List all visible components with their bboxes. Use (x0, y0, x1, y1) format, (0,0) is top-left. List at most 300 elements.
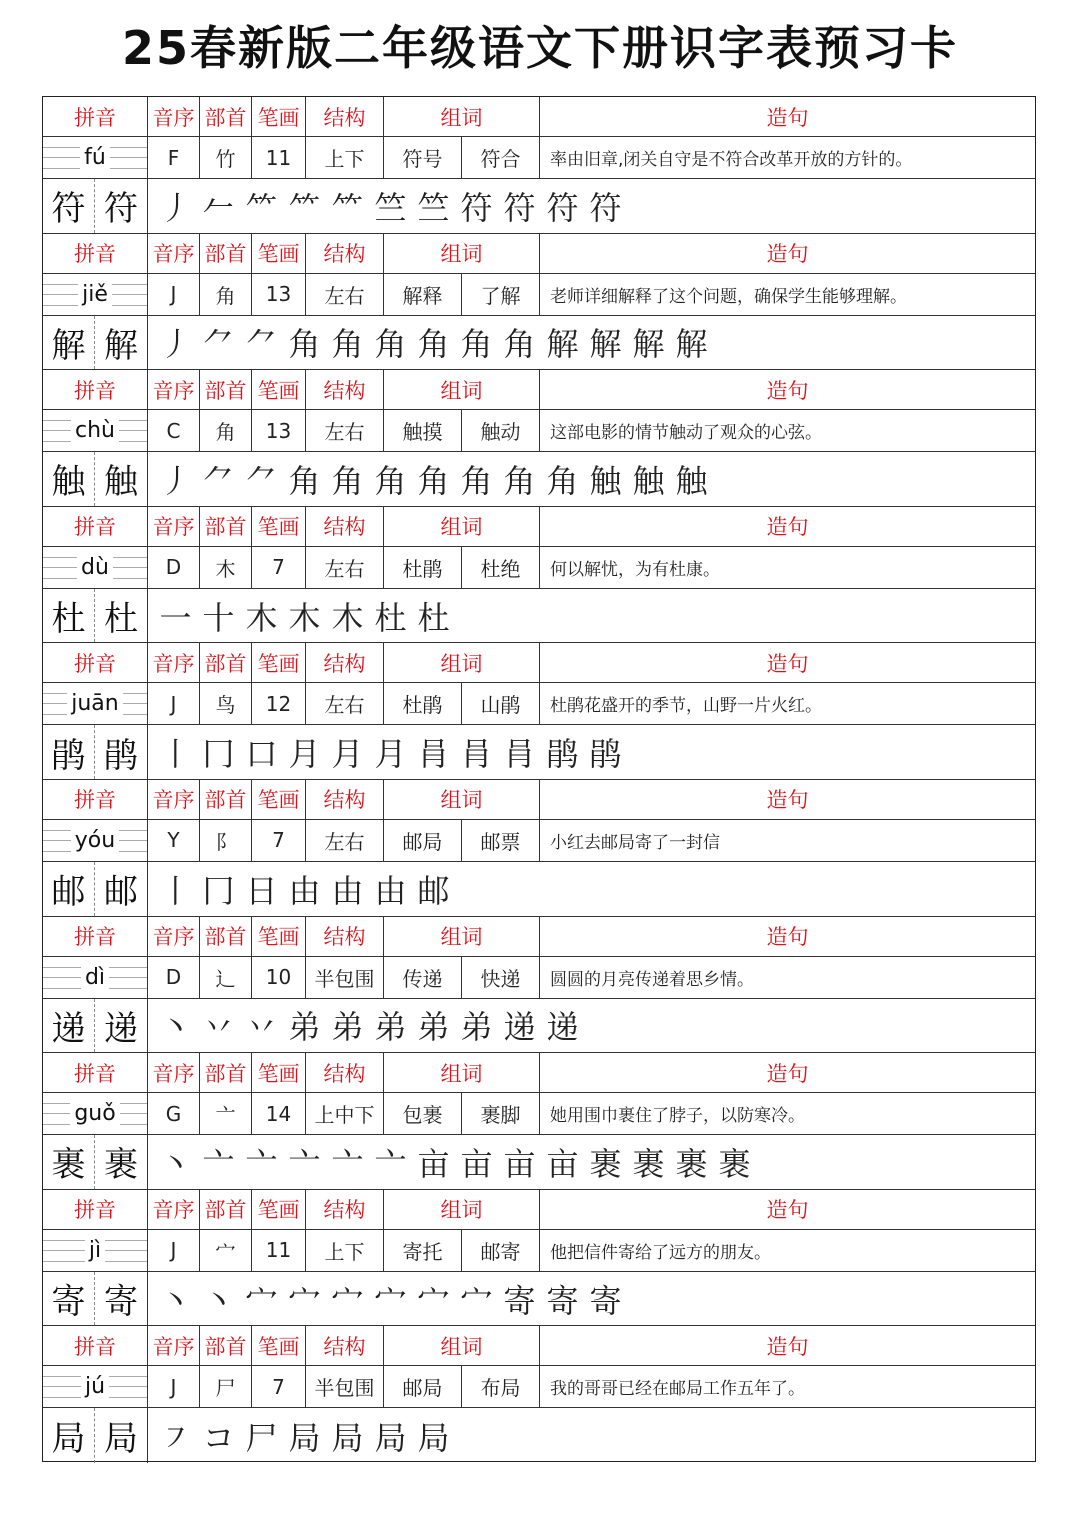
stroke-sequence (148, 862, 1035, 916)
header-structure: 结构 (306, 97, 384, 136)
stroke-sequence (148, 725, 1035, 779)
order-cell: J (148, 1366, 200, 1407)
header-words: 组词 (384, 234, 540, 273)
stroke-step: 一 (159, 598, 192, 637)
sentence-cell: 杜鹃花盛开的季节，山野一片火红。 (550, 696, 822, 717)
header-sentence: 造句 (766, 1061, 809, 1086)
header-words: 组词 (384, 780, 540, 819)
header-order: 音序 (148, 97, 200, 136)
sentence-cell: 我的哥哥已经在邮局工作五年了。 (550, 1379, 805, 1400)
stroke-step: 宀 (288, 1281, 321, 1320)
header-order: 音序 (148, 370, 200, 409)
character-sample: 符 (43, 179, 95, 233)
word-2-cell: 裹脚 (462, 1093, 540, 1134)
stroke-step: 裹 (632, 1144, 665, 1183)
stroke-step: 弟 (417, 1008, 450, 1047)
stroke-count-cell: 11 (252, 1230, 306, 1271)
header-strokes: 笔画 (252, 234, 306, 273)
pinyin-cell (43, 137, 148, 178)
header-radical: 部首 (200, 643, 252, 682)
stroke-step: 木 (245, 598, 278, 637)
header-structure: 结构 (306, 780, 384, 819)
stroke-step: 冂 (202, 735, 235, 774)
header-structure: 结构 (306, 1326, 384, 1365)
stroke-step: 裹 (718, 1144, 751, 1183)
stroke-step: ⺮ (331, 188, 364, 227)
word-2-cell: 邮寄 (462, 1230, 540, 1271)
header-structure: 结构 (306, 917, 384, 956)
header-radical: 部首 (200, 1326, 252, 1365)
stroke-count-cell: 13 (252, 410, 306, 451)
word-1-cell: 传递 (384, 957, 462, 998)
header-structure: 结构 (306, 370, 384, 409)
header-pinyin: 拼音 (43, 507, 148, 546)
stroke-step: 触 (675, 461, 708, 500)
character-sample: 寄 (95, 1272, 148, 1326)
pinyin-value: yóu (71, 828, 119, 853)
header-words: 组词 (384, 1053, 540, 1092)
info-row (43, 410, 1035, 452)
header-structure: 结构 (306, 1190, 384, 1229)
header-strokes: 笔画 (252, 97, 306, 136)
order-cell: D (148, 547, 200, 588)
pinyin-value: dì (81, 965, 109, 990)
stroke-step: 递 (546, 1008, 579, 1047)
word-1-cell: 符号 (384, 137, 462, 178)
stroke-step: 宀 (374, 1281, 407, 1320)
header-order: 音序 (148, 1326, 200, 1365)
stroke-step: 角 (288, 461, 321, 500)
stroke-step: コ (202, 1418, 235, 1457)
stroke-step: 角 (374, 461, 407, 500)
stroke-step: 寄 (589, 1281, 622, 1320)
header-strokes: 笔画 (252, 1326, 306, 1365)
stroke-count-cell: 7 (252, 547, 306, 588)
header-sentence: 造句 (766, 925, 809, 950)
header-strokes: 笔画 (252, 1190, 306, 1229)
pinyin-cell (43, 957, 148, 998)
stroke-step: 角 (503, 325, 536, 364)
word-2-cell: 快递 (462, 957, 540, 998)
pinyin-value: jiě (78, 282, 112, 307)
stroke-step: 肙 (503, 735, 536, 774)
stroke-order-row (43, 1408, 1035, 1463)
stroke-step: ⺈ (245, 325, 278, 364)
header-order: 音序 (148, 780, 200, 819)
header-strokes: 笔画 (252, 370, 306, 409)
pinyin-value: jì (85, 1238, 105, 1263)
header-radical: 部首 (200, 1053, 252, 1092)
stroke-step: 角 (288, 325, 321, 364)
character-block (43, 234, 1035, 371)
stroke-step: 局 (288, 1418, 321, 1457)
header-words: 组词 (384, 917, 540, 956)
radical-cell: 鸟 (200, 683, 252, 724)
structure-cell: 上中下 (306, 1093, 384, 1134)
header-row (43, 643, 1035, 683)
header-row (43, 917, 1035, 957)
radical-cell: 宀 (200, 1230, 252, 1271)
stroke-step: 角 (546, 461, 579, 500)
word-1-cell: 触摸 (384, 410, 462, 451)
header-sentence: 造句 (766, 378, 809, 403)
radical-cell: 角 (200, 274, 252, 315)
header-words: 组词 (384, 1190, 540, 1229)
stroke-step: 邮 (417, 871, 450, 910)
header-strokes: 笔画 (252, 917, 306, 956)
radical-cell: 木 (200, 547, 252, 588)
character-sample: 符 (95, 179, 148, 233)
stroke-step: 解 (632, 325, 665, 364)
stroke-step: 亠 (202, 1144, 235, 1183)
stroke-step: 符 (546, 188, 579, 227)
header-row (43, 234, 1035, 274)
pinyin-cell (43, 1230, 148, 1271)
page-title: 25春新版二年级语文下册识字表预习卡 (121, 21, 958, 75)
sentence-cell: 老师详细解释了这个问题，确保学生能够理解。 (550, 286, 907, 307)
word-1-cell: 包裹 (384, 1093, 462, 1134)
stroke-count-cell: 11 (252, 137, 306, 178)
header-words: 组词 (384, 643, 540, 682)
word-2-cell: 布局 (462, 1366, 540, 1407)
character-sample: 寄 (43, 1272, 95, 1326)
stroke-step: 宀 (460, 1281, 493, 1320)
header-radical: 部首 (200, 97, 252, 136)
stroke-step: 角 (417, 461, 450, 500)
stroke-step: ㇇ (159, 1418, 192, 1457)
character-block (43, 507, 1035, 644)
word-2-cell: 杜绝 (462, 547, 540, 588)
literacy-table (42, 96, 1036, 1462)
pinyin-value: fú (80, 145, 110, 170)
header-words: 组词 (384, 370, 540, 409)
structure-cell: 左右 (306, 547, 384, 588)
header-row (43, 1053, 1035, 1093)
radical-cell: 阝 (200, 820, 252, 861)
sentence-cell: 他把信件寄给了远方的朋友。 (550, 1242, 771, 1263)
stroke-step: 肙 (417, 735, 450, 774)
stroke-step: 宀 (331, 1281, 364, 1320)
stroke-sequence (148, 589, 1035, 643)
stroke-step: 丨 (159, 735, 192, 774)
pinyin-cell (43, 820, 148, 861)
pinyin-value: dù (77, 555, 113, 580)
pinyin-cell (43, 1366, 148, 1407)
character-sample: 杜 (43, 589, 95, 643)
order-cell: D (148, 957, 200, 998)
stroke-step: 十 (202, 598, 235, 637)
character-sample: 鹃 (43, 725, 95, 779)
stroke-step: 由 (374, 871, 407, 910)
order-cell: C (148, 410, 200, 451)
stroke-step: 鹃 (546, 735, 579, 774)
stroke-step: 口 (245, 735, 278, 774)
character-sample: 鹃 (95, 725, 148, 779)
order-cell: Y (148, 820, 200, 861)
header-order: 音序 (148, 507, 200, 546)
stroke-order-row (43, 179, 1035, 234)
radical-cell: 辶 (200, 957, 252, 998)
stroke-step: 弟 (374, 1008, 407, 1047)
order-cell: G (148, 1093, 200, 1134)
header-sentence: 造句 (766, 788, 809, 813)
header-order: 音序 (148, 643, 200, 682)
stroke-step: 冂 (202, 871, 235, 910)
stroke-step: 局 (374, 1418, 407, 1457)
word-1-cell: 邮局 (384, 1366, 462, 1407)
header-row (43, 507, 1035, 547)
stroke-step: 角 (460, 325, 493, 364)
header-order: 音序 (148, 1190, 200, 1229)
stroke-order-row (43, 725, 1035, 780)
stroke-sequence (148, 999, 1035, 1053)
stroke-step: 局 (417, 1418, 450, 1457)
header-sentence: 造句 (766, 105, 809, 130)
character-sample: 裹 (95, 1135, 148, 1189)
stroke-order-row (43, 1135, 1035, 1190)
stroke-step: 解 (589, 325, 622, 364)
header-sentence: 造句 (766, 1198, 809, 1223)
header-words: 组词 (384, 97, 540, 136)
header-row (43, 1326, 1035, 1366)
character-block (43, 780, 1035, 917)
header-radical: 部首 (200, 234, 252, 273)
pinyin-cell (43, 547, 148, 588)
header-pinyin: 拼音 (43, 1190, 148, 1229)
header-sentence: 造句 (766, 515, 809, 540)
info-row (43, 957, 1035, 999)
header-radical: 部首 (200, 917, 252, 956)
structure-cell: 左右 (306, 410, 384, 451)
stroke-step: 丶 (159, 1008, 192, 1047)
order-cell: F (148, 137, 200, 178)
header-order: 音序 (148, 917, 200, 956)
stroke-sequence (148, 1135, 1035, 1189)
stroke-step: 角 (331, 325, 364, 364)
stroke-sequence (148, 316, 1035, 370)
stroke-step: 触 (589, 461, 622, 500)
header-strokes: 笔画 (252, 780, 306, 819)
header-structure: 结构 (306, 643, 384, 682)
info-row (43, 547, 1035, 589)
stroke-sequence (148, 1272, 1035, 1326)
order-cell: J (148, 1230, 200, 1271)
character-sample: 局 (43, 1408, 95, 1463)
pinyin-value: chù (71, 418, 119, 443)
header-structure: 结构 (306, 1053, 384, 1092)
stroke-step: ⺈ (202, 461, 235, 500)
pinyin-cell (43, 683, 148, 724)
info-row (43, 274, 1035, 316)
stroke-step: 解 (675, 325, 708, 364)
sentence-cell: 这部电影的情节触动了观众的心弦。 (550, 423, 822, 444)
stroke-step: 丿 (159, 188, 192, 227)
info-row (43, 137, 1035, 179)
stroke-step: ⺈ (202, 325, 235, 364)
stroke-order-row (43, 589, 1035, 644)
stroke-step: 月 (331, 735, 364, 774)
character-block (43, 1053, 1035, 1190)
stroke-step: 杜 (417, 598, 450, 637)
stroke-step: 亠 (374, 1144, 407, 1183)
stroke-step: 丿 (159, 461, 192, 500)
stroke-count-cell: 7 (252, 1366, 306, 1407)
stroke-step: 杜 (374, 598, 407, 637)
header-words: 组词 (384, 1326, 540, 1365)
header-strokes: 笔画 (252, 1053, 306, 1092)
stroke-step: 角 (503, 461, 536, 500)
stroke-step: ⺮ (245, 188, 278, 227)
stroke-step: 递 (503, 1008, 536, 1047)
header-radical: 部首 (200, 507, 252, 546)
stroke-sequence (148, 452, 1035, 506)
stroke-step: 符 (589, 188, 622, 227)
header-strokes: 笔画 (252, 507, 306, 546)
stroke-order-row (43, 316, 1035, 371)
pinyin-value: juān (67, 691, 122, 716)
stroke-step: 竺 (417, 188, 450, 227)
radical-cell: 角 (200, 410, 252, 451)
character-sample: 递 (43, 999, 95, 1053)
stroke-step: 亩 (460, 1144, 493, 1183)
stroke-step: 月 (288, 735, 321, 774)
stroke-step: 亩 (417, 1144, 450, 1183)
pinyin-cell (43, 410, 148, 451)
character-sample: 触 (95, 452, 148, 506)
header-pinyin: 拼音 (43, 97, 148, 136)
word-1-cell: 杜鹃 (384, 683, 462, 724)
character-sample: 解 (95, 316, 148, 370)
stroke-step: 解 (546, 325, 579, 364)
header-radical: 部首 (200, 370, 252, 409)
character-block (43, 370, 1035, 507)
header-row (43, 1190, 1035, 1230)
stroke-step: 竺 (374, 188, 407, 227)
header-radical: 部首 (200, 1190, 252, 1229)
stroke-step: 亠 (288, 1144, 321, 1183)
header-pinyin: 拼音 (43, 234, 148, 273)
stroke-step: 符 (503, 188, 536, 227)
structure-cell: 左右 (306, 820, 384, 861)
stroke-step: 丨 (159, 871, 192, 910)
character-sample: 递 (95, 999, 148, 1053)
header-words: 组词 (384, 507, 540, 546)
stroke-step: 亠 (245, 1144, 278, 1183)
pinyin-cell (43, 1093, 148, 1134)
stroke-step: ⺮ (288, 188, 321, 227)
stroke-count-cell: 14 (252, 1093, 306, 1134)
header-pinyin: 拼音 (43, 780, 148, 819)
header-structure: 结构 (306, 234, 384, 273)
stroke-step: 丷 (202, 1008, 235, 1047)
word-2-cell: 触动 (462, 410, 540, 451)
pinyin-cell (43, 274, 148, 315)
pinyin-value: guǒ (70, 1101, 119, 1126)
stroke-step: 月 (374, 735, 407, 774)
stroke-step: 木 (331, 598, 364, 637)
header-pinyin: 拼音 (43, 370, 148, 409)
structure-cell: 上下 (306, 1230, 384, 1271)
stroke-step: 丿 (159, 325, 192, 364)
stroke-step: 角 (374, 325, 407, 364)
order-cell: J (148, 683, 200, 724)
stroke-step: 鹃 (589, 735, 622, 774)
stroke-order-row (43, 999, 1035, 1054)
stroke-step: 弟 (331, 1008, 364, 1047)
header-sentence: 造句 (766, 651, 809, 676)
radical-cell: 竹 (200, 137, 252, 178)
structure-cell: 半包围 (306, 957, 384, 998)
stroke-step: 寄 (503, 1281, 536, 1320)
word-2-cell: 了解 (462, 274, 540, 315)
stroke-count-cell: 7 (252, 820, 306, 861)
stroke-step: 𠂉 (202, 188, 235, 227)
radical-cell: 亠 (200, 1093, 252, 1134)
character-sample: 局 (95, 1408, 148, 1463)
stroke-step: 弟 (288, 1008, 321, 1047)
word-2-cell: 符合 (462, 137, 540, 178)
character-block (43, 97, 1035, 234)
structure-cell: 半包围 (306, 1366, 384, 1407)
header-strokes: 笔画 (252, 643, 306, 682)
header-pinyin: 拼音 (43, 1326, 148, 1365)
stroke-step: 角 (331, 461, 364, 500)
character-block (43, 1326, 1035, 1463)
stroke-count-cell: 12 (252, 683, 306, 724)
structure-cell: 左右 (306, 274, 384, 315)
stroke-step: 木 (288, 598, 321, 637)
stroke-step: 符 (460, 188, 493, 227)
header-row (43, 780, 1035, 820)
stroke-count-cell: 13 (252, 274, 306, 315)
info-row (43, 820, 1035, 862)
info-row (43, 1093, 1035, 1135)
header-pinyin: 拼音 (43, 643, 148, 682)
stroke-sequence (148, 1408, 1035, 1463)
word-1-cell: 邮局 (384, 820, 462, 861)
stroke-step: 肙 (460, 735, 493, 774)
header-radical: 部首 (200, 780, 252, 819)
stroke-step: 由 (288, 871, 321, 910)
character-sample: 邮 (43, 862, 95, 916)
stroke-step: 弟 (460, 1008, 493, 1047)
order-cell: J (148, 274, 200, 315)
stroke-step: 丶 (159, 1281, 192, 1320)
stroke-step: 寄 (546, 1281, 579, 1320)
stroke-step: 尸 (245, 1418, 278, 1457)
stroke-order-row (43, 452, 1035, 507)
structure-cell: 上下 (306, 137, 384, 178)
stroke-step: 裹 (589, 1144, 622, 1183)
stroke-step: 角 (417, 325, 450, 364)
character-sample: 裹 (43, 1135, 95, 1189)
sentence-cell: 小红去邮局寄了一封信 (550, 832, 720, 853)
stroke-order-row (43, 1272, 1035, 1327)
stroke-step: 宀 (245, 1281, 278, 1320)
character-sample: 杜 (95, 589, 148, 643)
sentence-cell: 何以解忧，为有杜康。 (550, 559, 720, 580)
character-sample: 邮 (95, 862, 148, 916)
header-sentence: 造句 (766, 242, 809, 267)
word-2-cell: 山鹃 (462, 683, 540, 724)
header-row (43, 97, 1035, 137)
stroke-step: 宀 (417, 1281, 450, 1320)
stroke-step: 丶 (202, 1281, 235, 1320)
stroke-step: 触 (632, 461, 665, 500)
character-block (43, 1190, 1035, 1327)
character-block (43, 917, 1035, 1054)
stroke-step: 丶 (159, 1144, 192, 1183)
